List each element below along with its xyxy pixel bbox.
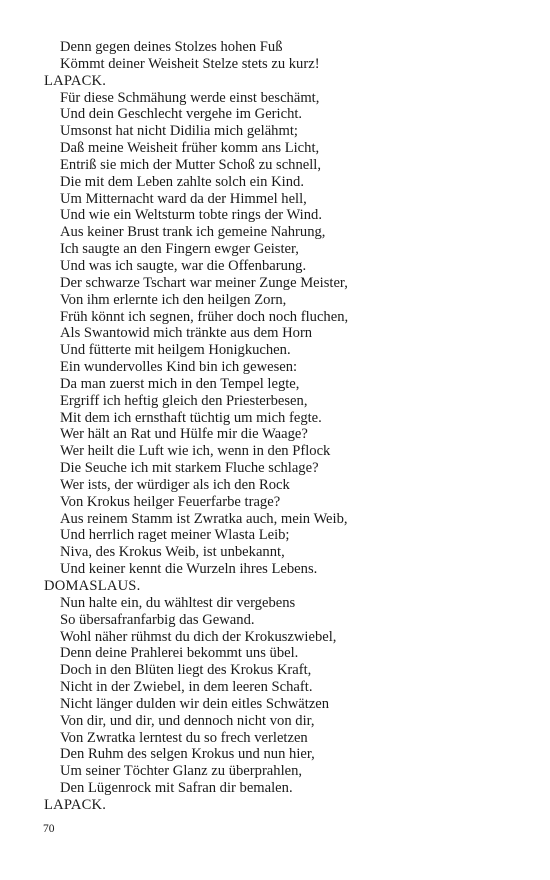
- verse-line: Ein wundervolles Kind bin ich gewesen:: [60, 359, 298, 376]
- verse-line: Um Mitternacht ward da der Himmel hell,: [60, 190, 307, 207]
- verse-line: Nun halte ein, du wähltest dir vergebens: [60, 594, 296, 611]
- verse-line: Für diese Schmähung werde einst beschämt,: [60, 89, 320, 106]
- verse-line: Den Ruhm des selgen Krokus und nun hier,: [60, 746, 315, 763]
- verse-line: Von Krokus heilger Feuerfarbe trage?: [60, 493, 281, 510]
- verse-line: So übersafranfarbig das Gewand.: [60, 611, 255, 628]
- verse-line: Wer ists, der würdiger als ich den Rock: [60, 476, 290, 493]
- speaker-name: DOMASLAUS.: [44, 578, 141, 594]
- verse-line: Ergriff ich heftig gleich den Priesterbesen,: [60, 392, 308, 409]
- verse-line: Ich saugte an den Fingern ewger Geister,: [60, 241, 299, 258]
- verse-line: Kömmt deiner Weisheit Stelze stets zu kurz!: [60, 55, 320, 72]
- verse-line: Und herrlich raget meiner Wlasta Leib;: [60, 527, 290, 544]
- drama-text: [0, 39, 550, 814]
- verse-line: Die Seuche ich mit starkem Fluche schlage?: [60, 460, 319, 477]
- verse-line: Aus reinem Stamm ist Zwratka auch, mein Weib,: [60, 510, 348, 527]
- verse-line: Um seiner Töchter Glanz zu überprahlen,: [60, 763, 303, 780]
- verse-line: Als Swantowid mich tränkte aus dem Horn: [60, 325, 313, 342]
- verse-line: Da man zuerst mich in den Tempel legte,: [60, 375, 300, 392]
- verse-line: Früh könnt ich segnen, früher doch noch fluchen,: [60, 308, 349, 325]
- verse-line: Von Zwratka lerntest du so frech verletzen: [60, 729, 308, 746]
- speaker-name: LAPACK.: [44, 796, 107, 813]
- verse-line: Entriß sie mich der Mutter Schoß zu schnell,: [60, 156, 322, 173]
- verse-line: Wer hält an Rat und Hülfe mir die Waage?: [60, 426, 308, 443]
- verse-line: Und fütterte mit heilgem Honigkuchen.: [60, 342, 291, 359]
- verse-line: Und wie ein Weltsturm tobte rings der Wind.: [60, 207, 322, 224]
- speaker-name: LAPACK.: [44, 72, 107, 89]
- verse-line: Denn gegen deines Stolzes hohen Fuß: [60, 39, 283, 55]
- verse-line: Aus keiner Brust trank ich gemeine Nahrung,: [60, 224, 326, 241]
- verse-line: Nicht länger dulden wir dein eitles Schwätzen: [60, 695, 330, 712]
- verse-line: Niva, des Krokus Weib, ist unbekannt,: [60, 544, 285, 561]
- verse-line: Und keiner kennt die Wurzeln ihres Lebens.: [60, 561, 318, 578]
- verse-line: Die mit dem Leben zahlte solch ein Kind.: [60, 173, 304, 190]
- verse-line: Und dein Geschlecht vergehe im Gericht.: [60, 106, 303, 123]
- verse-line: Mit dem ich ernsthaft tüchtig um mich fegte.: [60, 409, 322, 426]
- verse-line: Wer heilt die Luft wie ich, wenn in den Pflock: [60, 443, 331, 460]
- verse-line: Wohl näher rühmst du dich der Krokuszwiebel,: [60, 628, 337, 645]
- verse-line: Daß meine Weisheit früher komm ans Licht,: [60, 140, 320, 157]
- verse-line: Denn deine Prahlerei bekommt uns übel.: [60, 645, 299, 662]
- verse-line: Den Lügenrock mit Safran dir bemalen.: [60, 780, 293, 797]
- verse-line: Doch in den Blüten liegt des Krokus Kraft,: [60, 662, 312, 679]
- verse-line: Von ihm erlernte ich den heilgen Zorn,: [60, 291, 287, 308]
- verse-line: Der schwarze Tschart war meiner Zunge Meister,: [60, 274, 348, 291]
- verse-line: Umsonst hat nicht Didilia mich gelähmt;: [60, 123, 298, 140]
- verse-line: Und was ich saugte, war die Offenbarung.: [60, 257, 307, 274]
- verse-line: Nicht in der Zwiebel, in dem leeren Schaft.: [60, 679, 313, 696]
- page-number: 70: [43, 823, 55, 835]
- verse-line: Von dir, und dir, und dennoch nicht von dir,: [60, 712, 315, 729]
